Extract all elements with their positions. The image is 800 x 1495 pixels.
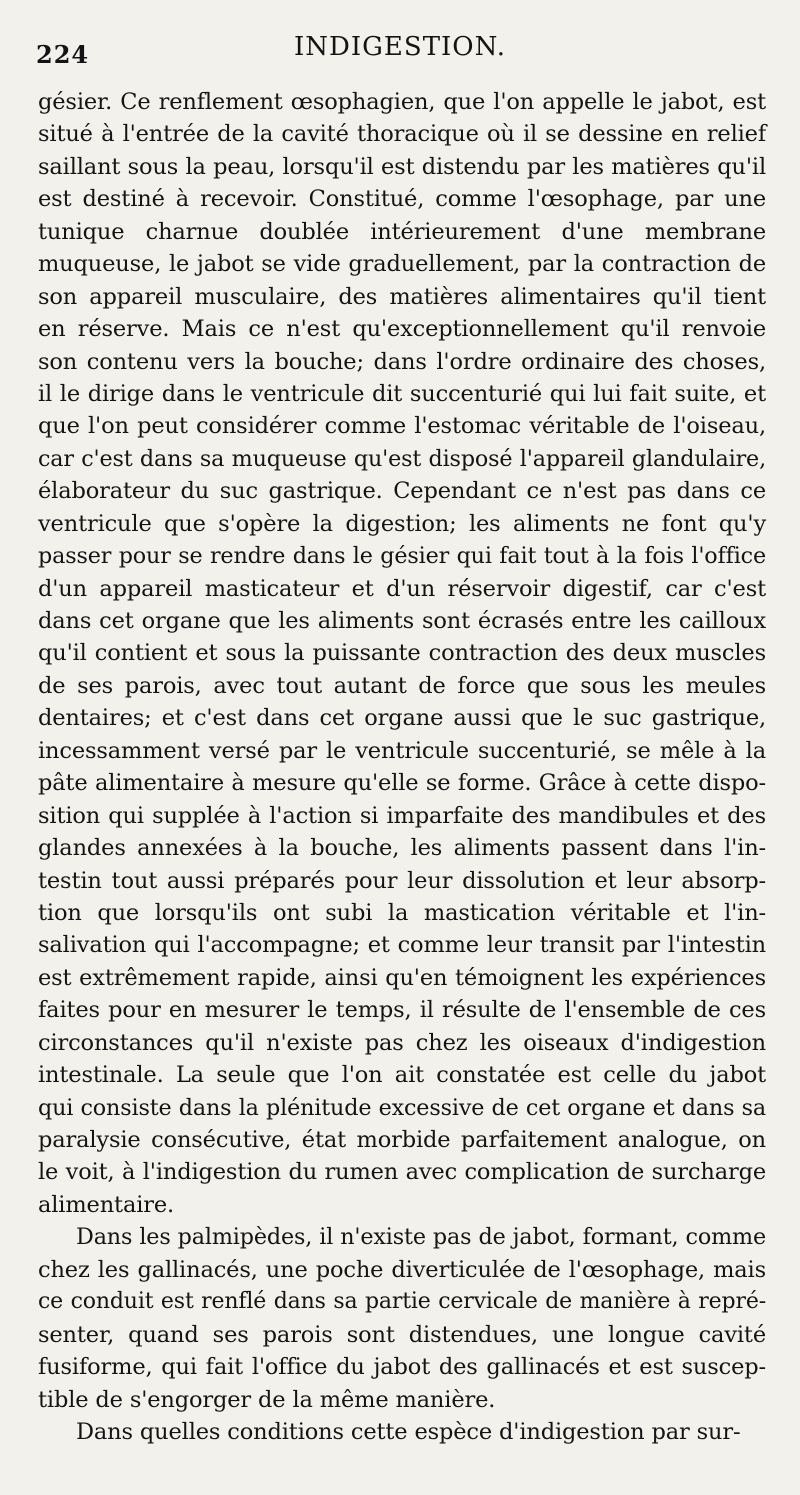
text-line: le voit, à l'indigestion du rumen avec complication de surcharge (38, 1159, 766, 1186)
text-line: pâte alimentaire à mesure qu'elle se forme. Grâce à cette dispo- (38, 770, 766, 797)
text-line: fusiforme, qui fait l'office du jabot des gallinacés et est suscep- (38, 1354, 766, 1381)
text-line: tible de s'engorger de la même manière. (38, 1386, 496, 1413)
text-line: son contenu vers la bouche; dans l'ordre ordinaire des choses, (38, 348, 766, 375)
text-line: est extrêmement rapide, ainsi qu'en témoignent les expériences (38, 964, 766, 991)
text-line: alimentaire. (38, 1191, 175, 1218)
running-title: INDIGESTION. (294, 32, 506, 62)
text-line: testin tout aussi préparés pour leur dissolution et leur absorp- (38, 867, 766, 894)
text-line: chez les gallinacés, une poche diverticulée de l'œsophage, mais (38, 1256, 766, 1283)
text-line: incessamment versé par le ventricule succenturié, se mêle à la (38, 737, 766, 764)
text-line: senter, quand ses parois sont distendues, une longue cavité (38, 1321, 766, 1348)
text-line: passer pour se rendre dans le gésier qui fait tout à la fois l'office (38, 543, 766, 570)
text-line: gésier. Ce renflement œsophagien, que l'on appelle le jabot, est (38, 89, 766, 115)
text-line: situé à l'entrée de la cavité thoracique où il se dessine en relief (38, 121, 766, 148)
paragraph (38, 86, 766, 1221)
paragraph (38, 1416, 766, 1448)
text-line: tion que lorsqu'ils ont subi la mastication véritable et l'in- (38, 899, 766, 926)
text-line: il le dirige dans le ventricule dit succenturié qui lui fait suite, et (38, 380, 766, 407)
text-line: est destiné à recevoir. Constitué, comme l'œsophage, par une (38, 186, 766, 213)
text-line: que l'on peut considérer comme l'estomac véritable de l'oiseau, (38, 413, 766, 440)
text-line: sition qui supplée à l'action si imparfaite des mandibules et des (38, 802, 766, 829)
text-line: intestinale. La seule que l'on ait constatée est celle du jabot (38, 1062, 766, 1089)
text-line: salivation qui l'accompagne; et comme leur transit par l'intestin (38, 932, 766, 959)
text-line: élaborateur du suc gastrique. Cependant ce n'est pas dans ce (38, 478, 766, 505)
text-line: tunique charnue doublée intérieurement d'une membrane (38, 218, 766, 245)
text-line: de ses parois, avec tout autant de force que sous les meules (38, 672, 766, 699)
text-line: muqueuse, le jabot se vide graduellement, par la contraction de (38, 251, 766, 278)
text-line: paralysie consécutive, état morbide parfaitement analogue, on (38, 1127, 766, 1153)
text-line: en réserve. Mais ce n'est qu'exceptionnellement qu'il renvoie (38, 316, 766, 343)
paragraph (38, 1221, 766, 1416)
text-line: Dans quelles conditions cette espèce d'indigestion par sur- (76, 1418, 741, 1445)
text-line: saillant sous la peau, lorsqu'il est distendu par les matières qu'il (38, 153, 766, 180)
text-line: circonstances qu'il n'existe pas chez les oiseaux d'indigestion (38, 1029, 766, 1056)
text-line: faites pour en mesurer le temps, il résulte de l'ensemble de ces (38, 997, 766, 1024)
text-line: son appareil musculaire, des matières alimentaires qu'il tient (38, 283, 766, 310)
page-number: 224 (36, 40, 90, 69)
text-line: car c'est dans sa muqueuse qu'est disposé l'appareil glandulaire, (38, 445, 766, 472)
body-text (38, 86, 766, 1448)
text-line: dentaires; et c'est dans cet organe aussi que le suc gastrique, (38, 705, 766, 732)
text-line: Dans les palmipèdes, il n'existe pas de jabot, formant, comme (76, 1224, 766, 1251)
text-line: ce conduit est renflé dans sa partie cervicale de manière à repré- (38, 1289, 766, 1315)
text-line: qui consiste dans la plénitude excessive de cet organe et dans sa (38, 1094, 766, 1121)
text-line: dans cet organe que les aliments sont écrasés entre les cailloux (38, 608, 766, 634)
text-line: ventricule que s'opère la digestion; les aliments ne font qu'y (38, 510, 766, 537)
text-line: glandes annexées à la bouche, les aliments passent dans l'in- (38, 835, 766, 862)
text-line: qu'il contient et sous la puissante contraction des deux muscles (38, 640, 766, 667)
text-line: d'un appareil masticateur et d'un réservoir digestif, car c'est (38, 575, 766, 602)
running-head (0, 32, 800, 72)
